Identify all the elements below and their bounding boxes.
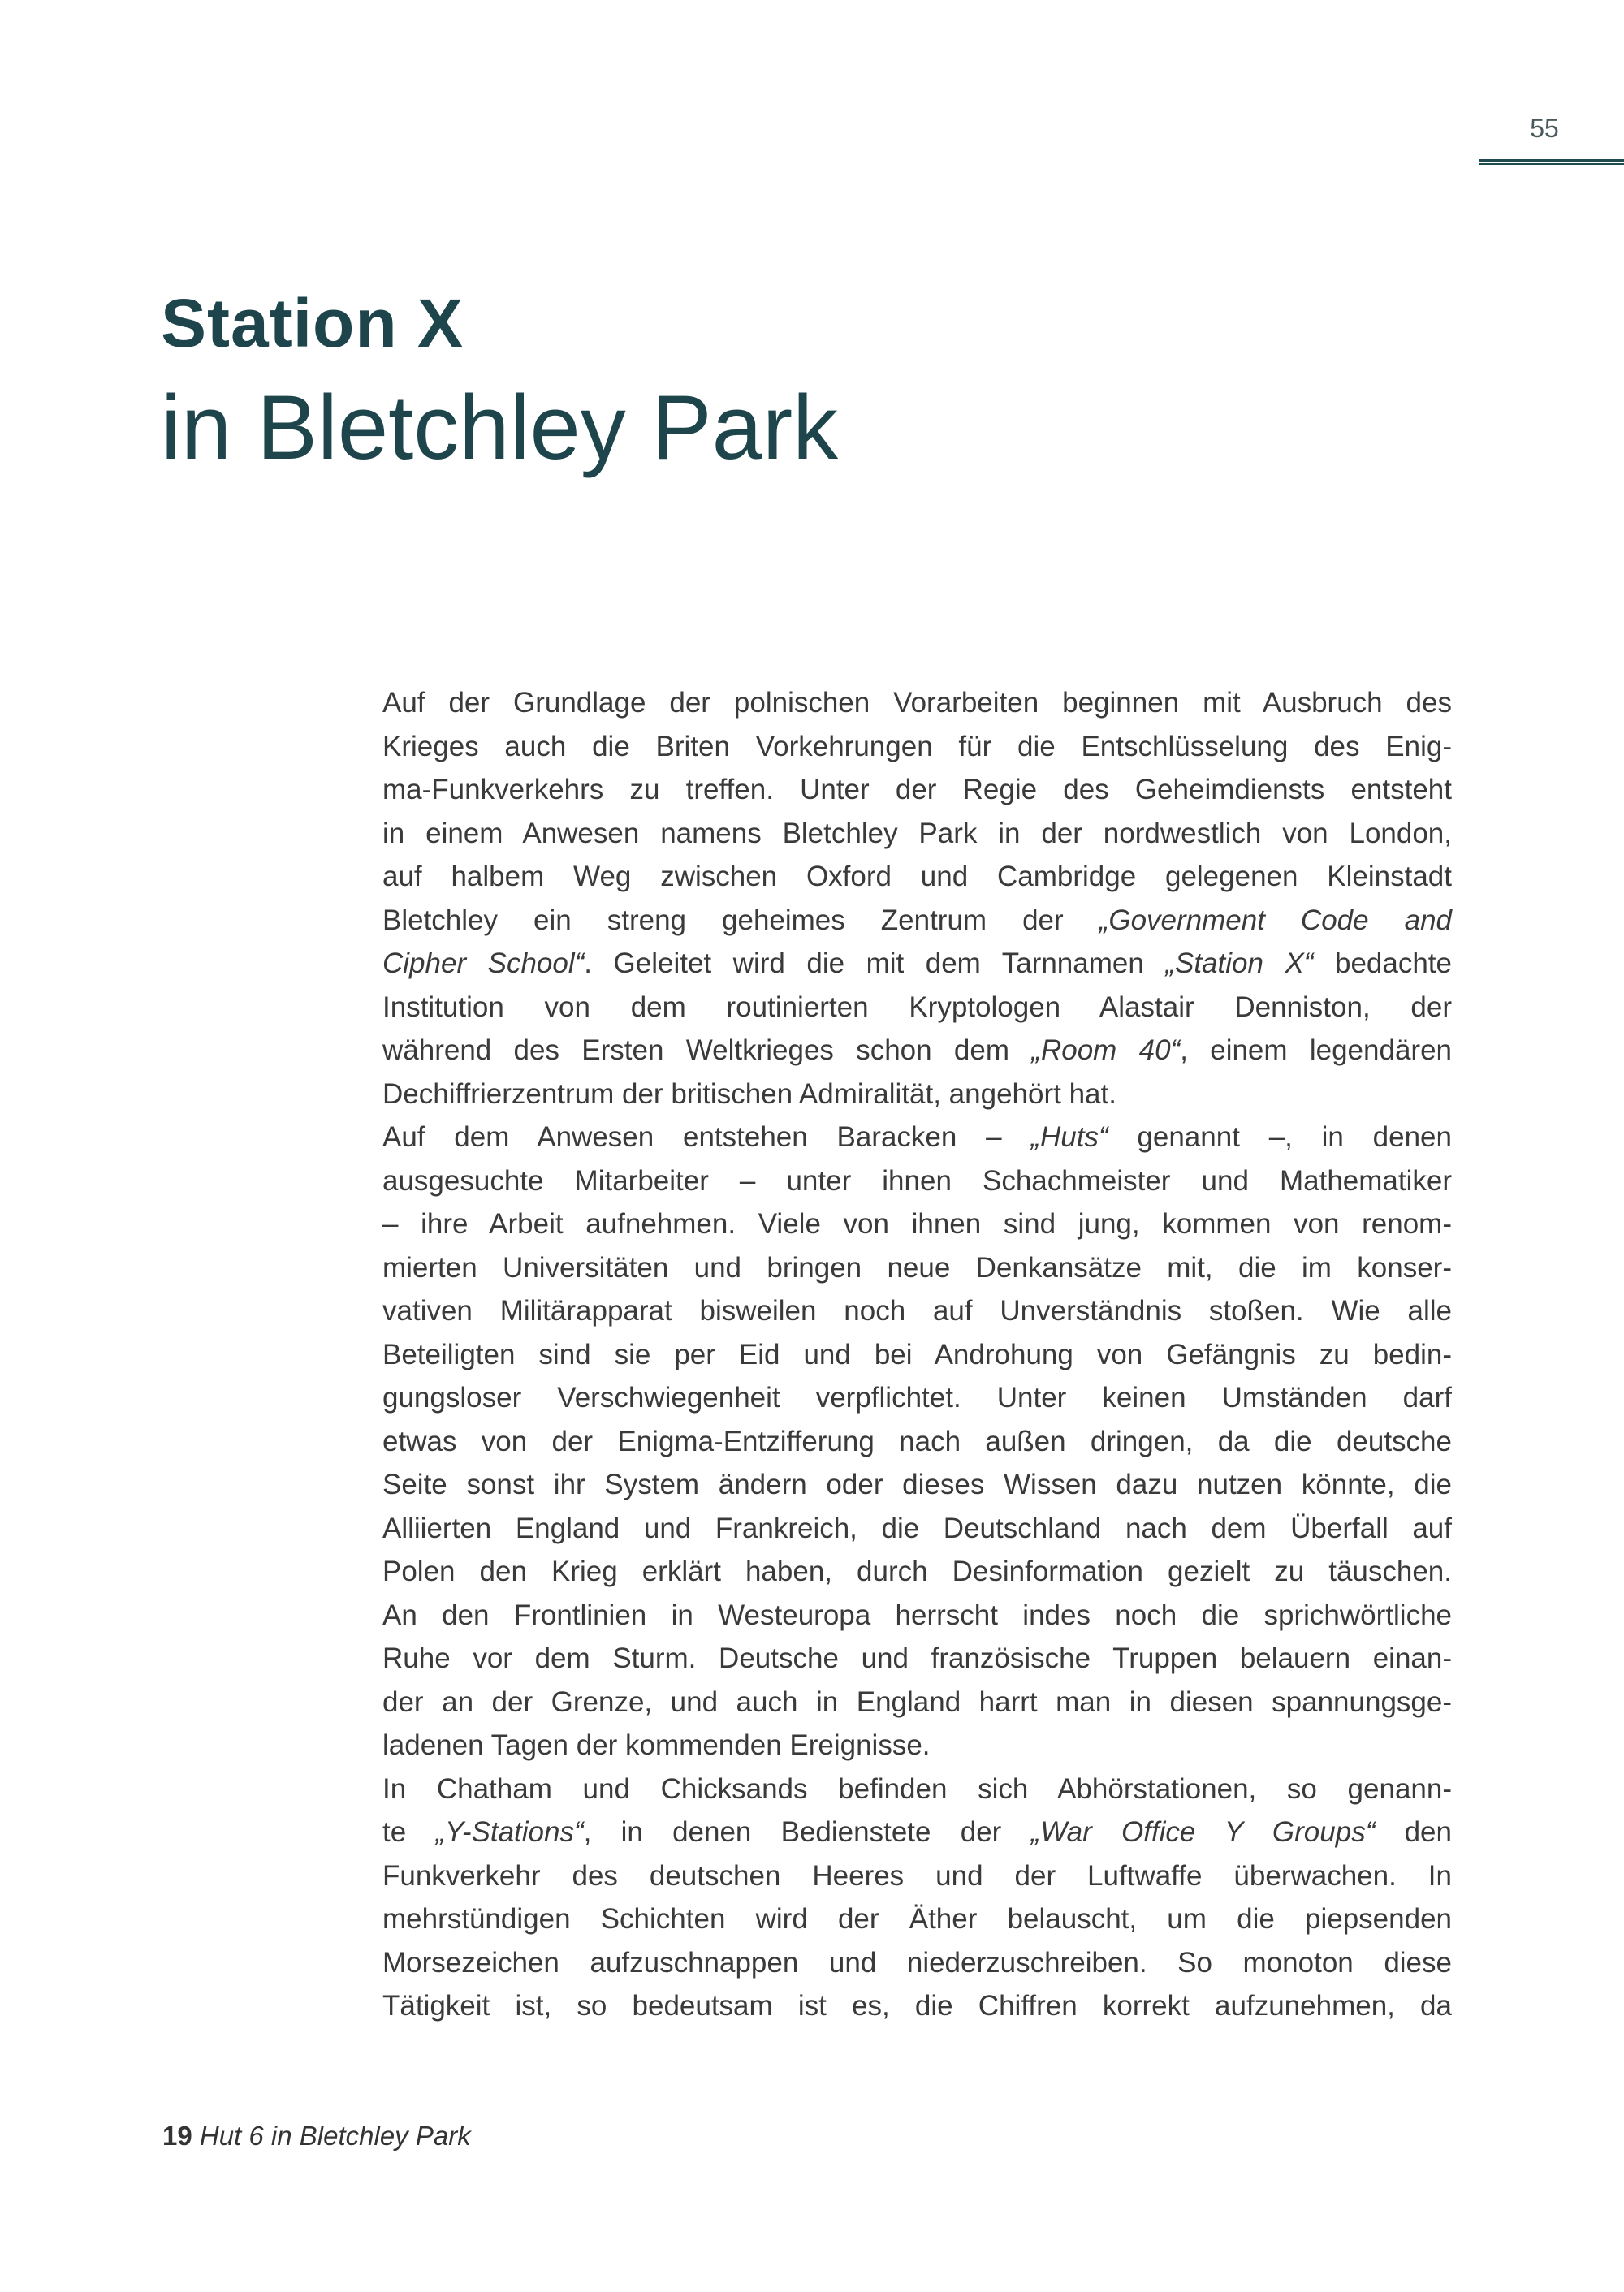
page-number: 55 [1530, 114, 1559, 143]
text-segment: Bletchley ein streng geheimes Zentrum der [382, 904, 1099, 936]
text-segment: genannt –, in denen [1108, 1121, 1452, 1153]
text-line [382, 1724, 1452, 1768]
text-segment: mehrstündigen Schichten wird der Äther belauscht, um die piepsenden [382, 1903, 1452, 1935]
italic-text: „Huts“ [1030, 1121, 1108, 1153]
italic-text: Cipher School“ [382, 947, 585, 979]
text-line [382, 1768, 1452, 1811]
text-segment: Tätigkeit ist, so bedeutsam ist es, die Chiffren korrekt aufzunehmen, da [382, 1990, 1452, 2022]
text-segment: – ihre Arbeit aufnehmen. Viele von ihnen sind jung, kommen von renom- [382, 1208, 1452, 1240]
figure-caption [162, 2121, 471, 2152]
text-segment: Institution von dem routinierten Kryptologen Alastair Denniston, der [382, 991, 1452, 1023]
text-segment: . Geleitet wird die mit dem Tarnnamen [584, 947, 1166, 979]
text-line [382, 1159, 1452, 1203]
text-line [382, 768, 1452, 812]
text-line [382, 1594, 1452, 1638]
text-segment: in einem Anwesen namens Bletchley Park in der nordwestlich von London, [382, 817, 1452, 849]
text-segment: Beteiligten sind sie per Eid und bei Androhung von Gefängnis zu bedin- [382, 1338, 1452, 1370]
text-segment: auf halbem Weg zwischen Oxford und Cambridge gelegenen Kleinstadt [382, 861, 1452, 892]
text-segment: Dechiffrierzentrum der britischen Admiralität, angehört hat. [382, 1077, 1116, 1110]
italic-text: „Station X“ [1165, 947, 1314, 979]
text-line [382, 1289, 1452, 1333]
caption-number: 19 [162, 2121, 192, 2151]
text-line [382, 1246, 1452, 1290]
text-line [382, 1550, 1452, 1594]
text-line [382, 1811, 1452, 1854]
text-segment: Alliierten England und Frankreich, die Deutschland nach dem Überfall auf [382, 1512, 1452, 1544]
text-segment: An den Frontlinien in Westeuropa herrscht indes noch die sprichwörtliche [382, 1599, 1452, 1631]
text-segment: Polen den Krieg erklärt haben, durch Desinformation gezielt zu täuschen. [382, 1556, 1452, 1587]
text-line [382, 812, 1452, 856]
text-line [382, 1376, 1452, 1420]
italic-text: „Room 40“ [1031, 1034, 1181, 1066]
text-segment: mierten Universitäten und bringen neue Denkansätze mit, die im konser- [382, 1251, 1452, 1284]
text-segment: Auf dem Anwesen entstehen Baracken – [382, 1121, 1031, 1153]
caption-text: Hut 6 in Bletchley Park [192, 2121, 471, 2151]
text-line [382, 1941, 1452, 1985]
text-segment: ladenen Tagen der kommenden Ereignisse. [382, 1729, 931, 1761]
text-segment: vativen Militärapparat bisweilen noch auf Unverständnis stoßen. Wie alle [382, 1295, 1452, 1327]
text-segment: Krieges auch die Briten Vorkehrungen für die Entschlüsselung des Enig- [382, 730, 1452, 762]
text-line [382, 1073, 1452, 1116]
text-segment: In Chatham und Chicksands befinden sich Abhörstationen, so genann- [382, 1772, 1452, 1805]
text-line [382, 725, 1452, 769]
text-segment: Seite sonst ihr System ändern oder dieses Wissen dazu nutzen könnte, die [382, 1469, 1452, 1500]
text-segment: während des Ersten Weltkrieges schon dem [382, 1034, 1032, 1066]
text-segment: te [382, 1816, 436, 1848]
text-line [382, 1854, 1452, 1898]
chapter-title: Station X [161, 285, 464, 361]
text-segment: der an der Grenze, und auch in England harrt man in diesen spannungsge- [382, 1686, 1452, 1718]
text-segment: ma-Funkverkehrs zu treffen. Unter der Regie des Geheimdiensts entsteht [382, 774, 1452, 805]
text-line [382, 855, 1452, 899]
text-line [382, 1507, 1452, 1551]
text-line [382, 1029, 1452, 1073]
text-line [382, 1681, 1452, 1724]
chapter-subtitle: in Bletchley Park [161, 377, 839, 478]
text-line [382, 899, 1452, 943]
header-rule-bottom [1479, 163, 1624, 165]
text-line [382, 1202, 1452, 1246]
text-segment: den [1375, 1816, 1452, 1848]
text-line [382, 681, 1452, 725]
italic-text: „War Office Y Groups“ [1030, 1816, 1376, 1848]
text-segment: Funkverkehr des deutschen Heeres und der Luftwaffe überwachen. In [382, 1859, 1452, 1892]
body-text [382, 681, 1452, 2028]
text-line [382, 1333, 1452, 1377]
text-segment: ausgesuchte Mitarbeiter – unter ihnen Schachmeister und Mathematiker [382, 1164, 1452, 1197]
text-line [382, 1984, 1452, 2028]
text-line [382, 1116, 1452, 1159]
text-segment: Morsezeichen aufzuschnappen und niederzuschreiben. So monoton diese [382, 1946, 1452, 1979]
text-segment: gungsloser Verschwiegenheit verpflichtet. Unter keinen Umständen darf [382, 1382, 1452, 1414]
header-rule-top [1479, 159, 1624, 162]
italic-text: „Government Code and [1099, 904, 1453, 936]
text-line [382, 1420, 1452, 1464]
text-line [382, 1463, 1452, 1507]
text-segment: etwas von der Enigma-Entzifferung nach außen dringen, da die deutsche [382, 1425, 1452, 1457]
text-segment: , einem legendären [1180, 1034, 1452, 1066]
text-line [382, 1637, 1452, 1681]
text-line [382, 942, 1452, 986]
text-segment: bedachte [1313, 947, 1452, 979]
text-segment: Auf der Grundlage der polnischen Vorarbeiten beginnen mit Ausbruch des [382, 687, 1452, 719]
text-line [382, 986, 1452, 1029]
text-segment: Ruhe vor dem Sturm. Deutsche und französische Truppen belauern einan- [382, 1642, 1452, 1674]
italic-text: „Y-Stations“ [435, 1816, 584, 1848]
text-segment: , in denen Bedienstete der [583, 1816, 1031, 1848]
text-line [382, 1897, 1452, 1941]
